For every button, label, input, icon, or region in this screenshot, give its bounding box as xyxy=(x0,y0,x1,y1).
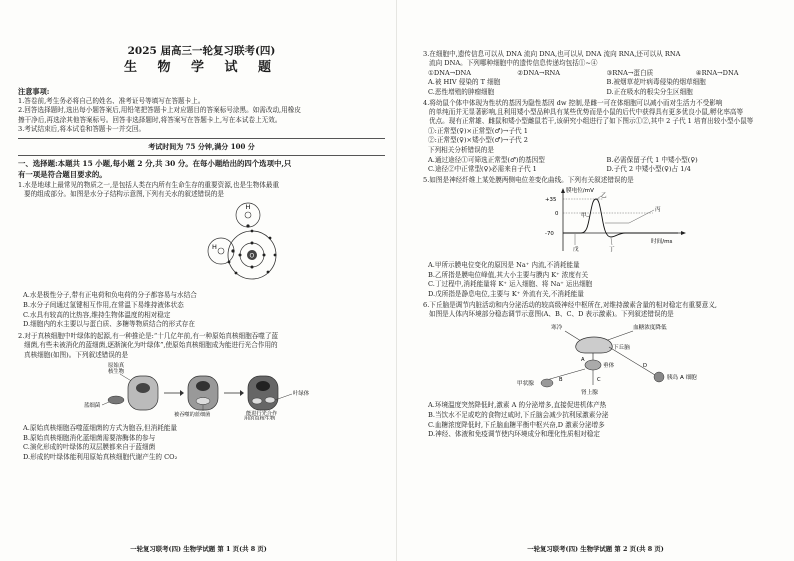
note-line: 3.考试结束后,将本试卷和答题卡一并交回。 xyxy=(18,125,146,134)
adrenal-label: 肾上腺 xyxy=(581,390,598,397)
hydrogen-label: H xyxy=(212,243,217,252)
q1-option-d: D.细胞内的水主要以与蛋白质、多糖等物质结合的形式存在 xyxy=(23,320,195,329)
q2-option-d: D.形成的叶绿体能利用原始真核细胞代谢产生的 CO₂ xyxy=(23,452,178,461)
question-1 xyxy=(18,181,385,330)
q6-option-d: D.神经、体液和免疫调节使内环境成分和理化性质相对稳定 xyxy=(428,430,600,439)
q1-option-c: C.水具有较高的比热容,维持生物体温度的相对稳定 xyxy=(23,310,171,319)
pituitary-label: 垂体 xyxy=(603,363,615,370)
action-potential-figure xyxy=(423,185,780,257)
hormone-b-label: B xyxy=(559,377,563,384)
flow-item: ④RNA→DNA xyxy=(695,68,739,77)
hypothalamus xyxy=(576,337,613,353)
tick-m70: -70 xyxy=(545,231,554,238)
divider xyxy=(18,155,385,156)
q5-option-b: B.乙所指是膜电位峰值,其大小主要与膜内 K⁺ 浓度有关 xyxy=(428,270,589,279)
label-ding: 丁 xyxy=(609,247,615,254)
page-footer: 一轮复习联考(四) 生物学试题 第 2 页(共 8 页) xyxy=(527,545,664,553)
label-yi: 乙 xyxy=(601,193,607,200)
q5-option-c: C.丁过程中,消耗能量将 K⁺ 运入细胞、将 Na⁺ 运出细胞 xyxy=(428,280,593,289)
q6-option-a: A.环境温度突然降低时,激素 A 的分泌增多,直接促进机体产热 xyxy=(428,401,607,410)
q2-option-b: B.原始真核细胞消化蓝细菌需要溶酶体的参与 xyxy=(23,433,156,442)
notes-heading: 注意事项: xyxy=(18,87,50,96)
q4-stem: 4.将幼鼠个体中体现为性状的基因为隐性基因 dw 控制,是雌一可在体细胞可以减小而对生活力不受影响 xyxy=(423,98,723,107)
endosymbiosis-figure xyxy=(18,360,385,420)
question-4 xyxy=(423,99,780,175)
thyroid xyxy=(541,379,553,387)
q2-stem: 细菌,有些未被消化的蓝细菌,逐渐演化为叶绿体”,使原始真核细胞成为能进行光合作用的 xyxy=(24,341,278,350)
question-2 xyxy=(18,332,385,463)
islet-cell xyxy=(654,372,664,382)
hormone-a-label: A xyxy=(581,357,585,364)
note-line: 1.答卷前,考生务必将自己的姓名、准考证号等填写在答题卡上。 xyxy=(18,97,205,105)
q3-stem: 流向 DNA。下列哪种细胞中的遗传信息传递均包括①~④ xyxy=(429,59,598,68)
hormone-d-label: D xyxy=(643,363,647,370)
label-wu: 戊 xyxy=(573,247,579,254)
q6-option-c: C.血糖浓度降低时,下丘脑血糖平衡中枢兴奋,D 激素分泌增多 xyxy=(428,420,605,429)
q3-option-c: C.恶性增殖的肿瘤细胞 xyxy=(428,88,495,96)
q1-option-b: B.水分子间通过氢键相互作用,在常温下易维持液体状态 xyxy=(23,301,184,310)
y-axis-label: 膜电位/mV xyxy=(566,188,594,195)
q4-option-b: B.必需保留子代 1 中矮小型(♀) xyxy=(606,155,698,164)
section-heading: 有一项是符合题目要求的。 xyxy=(18,170,107,180)
pituitary xyxy=(585,360,601,370)
hydrogen-shell xyxy=(208,238,234,264)
subject-title: 生 物 学 试 题 xyxy=(123,60,280,75)
sugar-label: 血糖浓度降低 xyxy=(633,325,667,332)
flow-item: ③RNA→蛋白质 xyxy=(606,68,654,77)
hydrogen-label: H xyxy=(245,203,251,212)
q4-cross: ①:正常型(♀)×正常型(♂)→子代 1 xyxy=(428,126,528,135)
engulfed-label: 被吞噬的蓝细菌 xyxy=(174,412,211,419)
chloroplast-label: 叶绿体 xyxy=(293,391,310,398)
section-heading: 一、选择题:本题共 15 小题,每小题 2 分,共 30 分。在每小题给出的四个选项中,只 xyxy=(18,158,292,168)
exam-title: 2025 届高三一轮复习联考(四) xyxy=(127,45,276,57)
homeostasis-figure xyxy=(423,319,780,397)
tick-p35: +35 xyxy=(545,197,557,204)
q1-stem: 1.水是地球上最常见的物质之一,是包括人类在内所有生命生存的重要资源,也是生物体最重 xyxy=(18,180,280,189)
note-line: 擦干净后,再选涂其他答案标号。回答非选择题时,将答案写在答题卡上,写在本试卷上无效。 xyxy=(18,115,282,124)
q6-stem: 如图是人体内环境部分稳态调节示意图(A、B、C、D 表示激素)。下列叙述错误的是 xyxy=(429,309,674,318)
flow-item: ①DNA→DNA xyxy=(428,68,472,77)
host-label: 原始真 xyxy=(108,363,125,370)
q3-option-b: B.被烟草花叶病毒侵染的烟草细胞 xyxy=(606,78,706,87)
flow-item: ②DNA→RNA xyxy=(517,68,560,77)
q4-stem: 的单纯而并无显著影响,且利用矮小型品种具有某些优势而是小鼠的后代中获得具有更多优良小鼠,孵化率高等 xyxy=(429,108,744,116)
q3-flows xyxy=(423,69,780,79)
q4-option-a: A.通过途径①可筛选正常型(♂)的基因型 xyxy=(428,155,545,164)
q2-stem: 真核细胞(如图)。下列叙述错误的是 xyxy=(24,350,129,359)
q4-stem: 优点。现有正常雄、雌鼠和矮小型雌鼠若干,该研究小组进行了如下图示①②,其中 2 子代 1 培育出较小型小鼠等 xyxy=(429,117,754,126)
water-molecule-figure xyxy=(18,199,385,287)
q3-stem: 3.在细胞中,遗传信息可以从 DNA 流向 DNA,也可以从 DNA 流向 RNA,还可以从 RNA xyxy=(423,50,681,58)
right-page xyxy=(397,0,794,561)
q2-option-c: C.演化形成的叶绿体的双层膜都来自于蓝细菌 xyxy=(23,443,156,452)
q6-stem: 6.下丘脑是调节内脏活动和内分泌活动的较高级神经中枢所在,对维持激素含量的相对稳定有重要意义, xyxy=(423,300,718,309)
q2-stem: 2.对于真核细胞中叶绿体的起源,有一种推论是:“十几亿年前,有一种原始真核细胞吞噬了蓝 xyxy=(18,331,279,340)
q4-prompt: 下列相关分析错误的是 xyxy=(428,146,494,154)
tick-zero: 0 xyxy=(555,211,559,218)
q4-cross: ②:正常型(♀)×矮小型(♂)→子代 2 xyxy=(428,136,528,145)
x-axis-label: 时间/ms xyxy=(651,239,673,246)
host-label: 核生物 xyxy=(108,369,125,376)
q2-option-a: A.原始真核细胞吞噬蓝细菌的方式为胞吞,但消耗能量 xyxy=(23,424,178,433)
exam-time: 考试时间为 75 分钟,满分 100 分 xyxy=(148,141,255,151)
q4-option-d: D.子代 2 中矮小型(♀)占 1/4 xyxy=(606,165,691,174)
q5-option-a: A.甲所示膜电位变化的原因是 Na⁺ 内流,不消耗能量 xyxy=(428,261,580,270)
q5-option-d: D.戊所指是静息电位,主要与 K⁺ 外流有关,不消耗能量 xyxy=(428,289,584,298)
q4-option-c: C.途径②中正常型(♀)必需来自子代 1 xyxy=(428,165,537,174)
note-line: 2.回答选择题时,选出每小题答案后,用铅笔把答题卡上对应题目的答案标号涂黑。如需改动,用橡皮 xyxy=(18,106,301,115)
q5-stem: 5.如图是神经纤维上某处膜两侧电位差变化曲线。下列有关叙述错误的是 xyxy=(423,175,634,184)
divider xyxy=(18,138,385,139)
cyanobacterium xyxy=(108,396,124,404)
result-label: 用的真核生物 xyxy=(244,416,276,421)
label-bing: 丙 xyxy=(655,207,661,214)
q1-stem: 要的组成部分。如图是水分子结构示意图,下列有关水的叙述错误的是 xyxy=(24,190,224,199)
label-jia: 甲 xyxy=(581,213,587,220)
islet-label: 胰岛 A 细胞 xyxy=(667,375,697,382)
q3-option-d: D.正在吸水的根尖分生区细胞 xyxy=(606,88,693,96)
oxygen-label: O xyxy=(249,252,255,260)
q1-option-a: A.水是极性分子,带有正电荷和负电荷的分子都容易与水结合 xyxy=(23,291,197,300)
question-3 xyxy=(423,50,780,98)
q6-option-b: B.当饮水不足或吃的食物过咸时,下丘脑会减少抗利尿激素分泌 xyxy=(428,410,609,419)
thyroid-label: 甲状腺 xyxy=(517,381,534,388)
hormone-c-label: C xyxy=(597,377,601,384)
cold-label: 寒冷 xyxy=(551,325,563,332)
result-label: 能进行光合作 xyxy=(246,411,278,418)
cyano-label: 蓝细菌 xyxy=(84,403,101,410)
question-6 xyxy=(423,301,780,440)
hypothalamus-label: 下丘脑 xyxy=(613,345,630,352)
question-5 xyxy=(423,176,780,300)
q3-option-a: A.被 HIV 侵染的 T 细胞 xyxy=(428,78,501,87)
page-footer: 一轮复习联考(四) 生物学试题 第 1 页(共 8 页) xyxy=(130,545,267,553)
